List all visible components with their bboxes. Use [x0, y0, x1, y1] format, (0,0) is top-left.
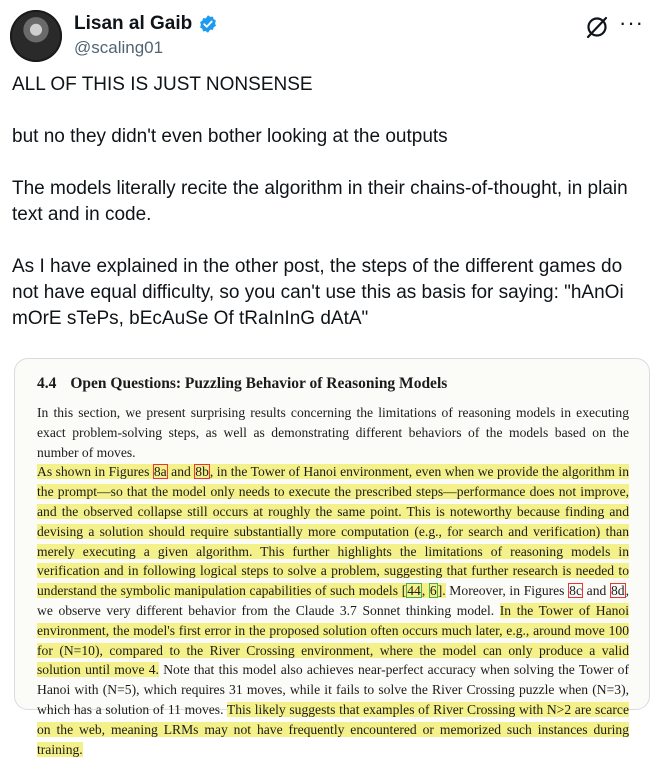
highlight-text: ]. [437, 583, 446, 599]
plain-text: and [583, 583, 610, 599]
highlight-text: and [167, 464, 195, 480]
more-icon[interactable]: ··· [619, 10, 644, 35]
highlight-1: As shown in Figures 8a and 8b, in the Tower of Hanoi environment, even when we provide the algorithm in the prompt—so that the model only needs to execute the prescribed steps—performance does not improve, and the observed collapse still occurs at roughly the same point. This is noteworthy because finding and devising a solution should require substantially more computation (e.g., for search and verification) than merely executing a given algorithm. This further highlights the limitations of reasoning models in verification and in following logical steps to solve a problem, suggesting that further research is needed to understand the symbolic manipulation capabilities of such models [44, 6]. [37, 464, 629, 599]
tweet-paragraph-4: As I have explained in the other post, the steps of the different games do not have equal difficulty, so you can't use this as basis for saying: "hAnOi mOrE sTePs, bEcAuSe Of tRaInInG dAtA" [12, 256, 624, 329]
highlight-3: This likely suggests that examples of River Crossing with N>2 are scarce on the web, meaning LRMs may not have frequently encountered or memorized such instances during training. [37, 701, 629, 757]
ref-fig-8a: 8a [153, 464, 167, 480]
grok-icon[interactable] [584, 14, 610, 40]
tweet-paragraph-2: but no they didn't even bother looking at the outputs [12, 126, 448, 147]
tweet-body [12, 72, 648, 358]
ref-cite-44: 44 [407, 583, 421, 599]
highlight-text: As shown in Figures [37, 464, 153, 480]
highlight-2: In the Tower of Hanoi environment, the model's first error in the proposed solution often occurs much later, e.g., around move 100 for (N=10), compared to the River Crossing environment, where the model can only produce a valid solution until move 4. [37, 602, 629, 678]
tweet-header [10, 10, 650, 66]
author-name[interactable]: Lisan al Gaib [74, 13, 193, 34]
section-title: Open Questions: Puzzling Behavior of Reasoning Models [70, 375, 448, 392]
paper-paragraph-main [37, 462, 629, 759]
ref-fig-8d: 8d [611, 583, 625, 599]
ref-fig-8b: 8b [195, 464, 209, 480]
paper-paragraph-intro: In this section, we present surprising results concerning the limitations of reasoning models in executing exact problem-solving steps, as well as demonstrating different behaviors of the models based on the number of moves. [37, 405, 629, 460]
attached-image[interactable] [14, 358, 650, 757]
plain-text: Moreover, in Figures [445, 583, 569, 599]
author-block [74, 12, 218, 60]
paper-excerpt [15, 359, 649, 759]
ref-cite-6: 6 [429, 583, 437, 599]
tweet-paragraph-3: The models literally recite the algorithm in their chains-of-thought, in plain text and in code. [12, 178, 628, 225]
avatar[interactable] [10, 10, 62, 62]
ref-fig-8c: 8c [569, 583, 582, 599]
author-handle[interactable]: @scaling01 [74, 38, 164, 57]
highlight-text: , in the Tower of Hanoi environment, even when we provide the algorithm in the prompt—so that the model only needs to execute the prescribed steps—performance does not improve, and the observed collapse still occurs at roughly the same point. This is noteworthy because finding and devising a solution should require substantially more computation (e.g., for search and verification) than merely executing a given algorithm. This further highlights the limitations of reasoning models in verification and in following logical steps to solve a problem, suggesting that further research is needed to understand the symbolic manipulation capabilities of such models [37, 464, 629, 599]
plain-text: Note that this model also achieves near-perfect accuracy when solving the Tower of Hanoi with (N=5), which requires 31 moves, while it fails to solve the River Crossing puzzle when (N=3), which has a solution of 11 moves. [37, 662, 629, 717]
section-heading [37, 375, 629, 393]
highlight-text: , [421, 583, 429, 599]
verified-badge-icon [198, 14, 218, 34]
section-number: 4.4 [37, 375, 57, 392]
plain-text: , we observe very different behavior from the Claude 3.7 Sonnet thinking model. [37, 583, 629, 618]
tweet-paragraph-1: ALL OF THIS IS JUST NONSENSE [12, 74, 313, 95]
author-name-row [74, 12, 218, 36]
